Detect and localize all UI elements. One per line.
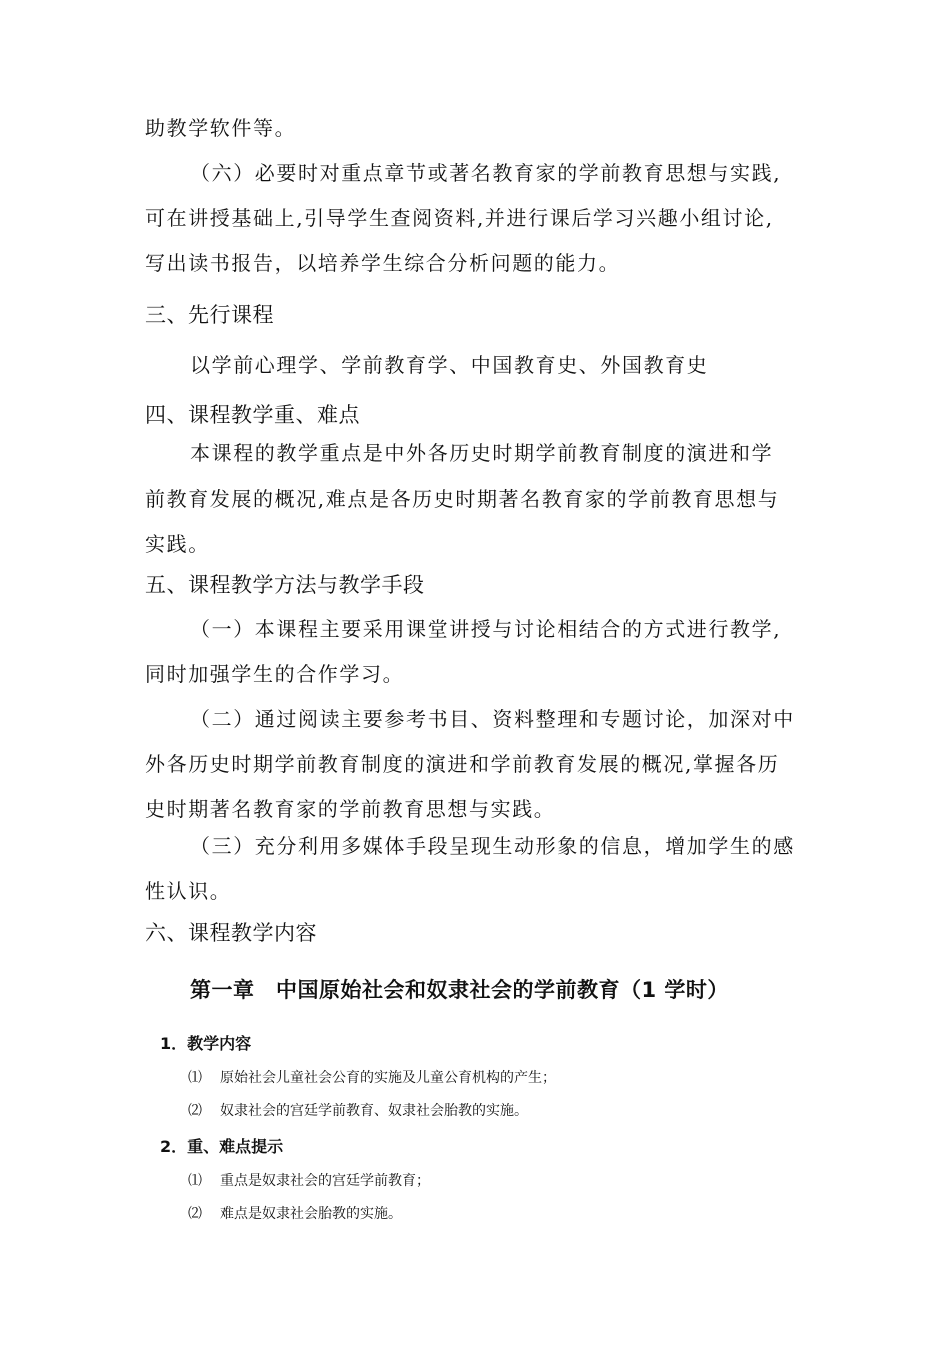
section-heading-content: 六、课程教学内容 (145, 921, 317, 945)
section-heading-key-points: 四、课程教学重、难点 (145, 403, 360, 427)
sub-heading-key-difficult-points: 2．重、难点提示 (160, 1137, 284, 1156)
item-number: ⑵ (188, 1103, 202, 1119)
paragraph-line: （一）本课程主要采用课堂讲授与讨论相结合的方式进行教学, (190, 617, 782, 641)
paragraph-line: 以学前心理学、学前教育学、中国教育史、外国教育史 (190, 353, 709, 377)
chapter-title: 第一章 中国原始社会和奴隶社会的学前教育（1 学时） (190, 978, 729, 1002)
section-heading-prerequisites: 三、先行课程 (145, 303, 274, 327)
sub-heading-teaching-content: 1．教学内容 (160, 1034, 252, 1053)
item-text: 奴隶社会的宫廷学前教育、奴隶社会胎教的实施。 (220, 1103, 528, 1119)
paragraph-line: 写出读书报告，以培养学生综合分析问题的能力。 (145, 251, 621, 275)
paragraph-line: 同时加强学生的合作学习。 (145, 662, 405, 686)
paragraph-line: 前教育发展的概况,难点是各历史时期著名教育家的学前教育思想与 (145, 487, 780, 511)
paragraph-line: 助教学软件等。 (145, 116, 297, 140)
paragraph-line: 可在讲授基础上,引导学生查阅资料,并进行课后学习兴趣小组讨论, (145, 206, 774, 230)
paragraph-line: 性认识。 (145, 879, 232, 903)
paragraph-line: （二）通过阅读主要参考书目、资料整理和专题讨论，加深对中 (190, 707, 795, 731)
list-item (188, 1067, 556, 1089)
list-item (188, 1100, 528, 1122)
paragraph-line: 史时期著名教育家的学前教育思想与实践。 (145, 797, 556, 821)
list-item (188, 1170, 430, 1192)
paragraph-line: 外各历史时期学前教育制度的演进和学前教育发展的概况,掌握各历 (145, 752, 780, 776)
item-text: 难点是奴隶社会胎教的实施。 (220, 1206, 402, 1222)
item-text: 重点是奴隶社会的宫廷学前教育； (220, 1173, 430, 1189)
paragraph-line: （六）必要时对重点章节或著名教育家的学前教育思想与实践, (190, 161, 782, 185)
list-item (188, 1203, 402, 1225)
item-text: 原始社会儿童社会公育的实施及儿童公育机构的产生； (220, 1070, 556, 1086)
section-heading-methods: 五、课程教学方法与教学手段 (145, 573, 425, 597)
item-number: ⑴ (188, 1070, 202, 1086)
paragraph-line: 本课程的教学重点是中外各历史时期学前教育制度的演进和学 (190, 441, 774, 465)
paragraph-line: （三）充分利用多媒体手段呈现生动形象的信息，增加学生的感 (190, 834, 795, 858)
item-number: ⑴ (188, 1173, 202, 1189)
paragraph-line: 实践。 (145, 532, 210, 556)
item-number: ⑵ (188, 1206, 202, 1222)
